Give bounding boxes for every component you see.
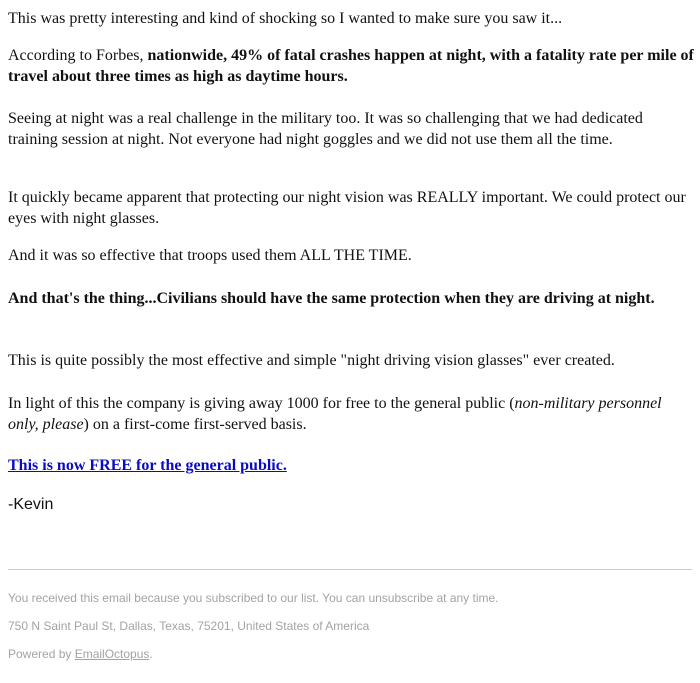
footer-powered-by (8, 646, 694, 662)
forbes-paragraph (8, 45, 694, 87)
intro-paragraph: This was pretty interesting and kind of shocking so I wanted to make sure you saw it... (8, 10, 563, 27)
cta-paragraph (8, 455, 694, 476)
forbes-prefix: According to Forbes, (8, 47, 148, 64)
civilians-bold-text: And that's the thing...Civilians should have the same protection when they are driving at night. (8, 290, 655, 307)
civilians-paragraph (8, 288, 694, 309)
military-paragraph: Seeing at night was a real challenge in the military too. It was so challenging that we had dedicated training session at night. Not everyone had night goggles and we did not use them all the time. (8, 110, 643, 148)
powered-by-prefix: Powered by (8, 647, 75, 661)
giveaway-italic: non-military personnel only, please (8, 395, 662, 433)
giveaway-prefix: In light of this the company is giving away 1000 for free to the general public ( (8, 395, 515, 412)
free-offer-link[interactable]: This is now FREE for the general public. (8, 457, 287, 474)
simple-paragraph: This is quite possibly the most effective and simple "night driving vision glasses" ever created. (8, 352, 615, 369)
protect-paragraph: It quickly became apparent that protecting our night vision was REALLY important. We could protect our eyes with night glasses. (8, 189, 686, 227)
footer-address: 750 N Saint Paul St, Dallas, Texas, 75201, United States of America (8, 619, 370, 633)
effective-paragraph: And it was so effective that troops used them ALL THE TIME. (8, 247, 412, 264)
signature: -Kevin (8, 496, 54, 513)
footer-subscribed-notice: You received this email because you subscribed to our list. You can unsubscribe at any time. (8, 591, 499, 605)
giveaway-paragraph (8, 393, 694, 435)
footer-divider (8, 569, 692, 570)
powered-by-suffix: . (149, 647, 153, 661)
giveaway-suffix: ) on a first-come first-served basis. (83, 416, 307, 433)
forbes-statistic: nationwide, 49% of fatal crashes happen at night, with a fatality rate per mile of travel about three times as high as daytime hours. (8, 47, 694, 85)
emailoctopus-link[interactable]: EmailOctopus (74, 647, 150, 661)
